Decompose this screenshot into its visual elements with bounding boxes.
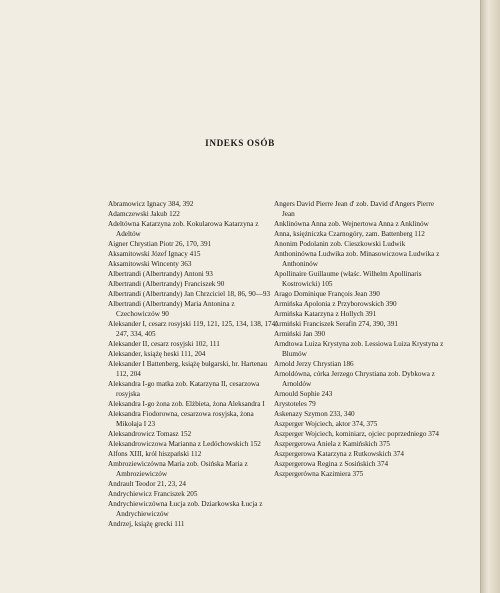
index-entry: Aigner Chrystian Piotr 26, 170, 391 xyxy=(108,240,212,248)
index-entry: Aszpergerowa Katarzyna z Rutkowskich 374 xyxy=(274,450,404,458)
index-entry: Arystoteles 79 xyxy=(274,400,316,408)
index-entry: Abramowicz Ignacy 384, 392 xyxy=(108,200,194,208)
index-entry: Aszperger Wojciech, aktor 374, 375 xyxy=(274,420,378,428)
index-entry: Aszpergerówna Kazimiera 375 xyxy=(274,470,364,478)
index-entry: Andrychiewiczówna Łucja zob. Dziarkowska Łucja z Andrychiewiczów xyxy=(108,500,263,518)
index-entry: Aleksandra I-go matka zob. Katarzyna II, cesarzowa rosyjska xyxy=(108,380,260,398)
index-entry: Armiński Franciszek Serafin 274, 390, 391 xyxy=(274,320,398,328)
index-entry: Arago Dominique François Jean 390 xyxy=(274,290,380,298)
index-entry: Anna, księżniczka Czarnogóry, zam. Battenberg 112 xyxy=(274,230,425,238)
index-entry: Aleksandrowiczowa Marianna z Ledóchowskich 152 xyxy=(108,440,261,448)
index-entry: Ambroziewiczówna Maria zob. Osińska Maria z Ambroziewiczów xyxy=(108,460,248,478)
index-entry: Aleksander, książę heski 111, 204 xyxy=(108,350,206,358)
index-entry: Anthoninówna Ludwika zob. Minasowiczowa Ludwika z Anthoninów xyxy=(274,250,440,268)
index-entry: Arnold Jerzy Chrystian 186 xyxy=(274,360,354,368)
index-entry: Aszpergerowa Regina z Sosińskich 374 xyxy=(274,460,389,468)
index-entry: Apollinaire Guillaume (właśc. Wilhelm Apollinaris Kostrowicki) 105 xyxy=(274,270,422,288)
index-entry: Andrault Teodor 21, 23, 24 xyxy=(108,480,187,488)
page-title: INDEKS OSÓB xyxy=(205,138,275,148)
index-entry: Armińska Katarzyna z Hollych 391 xyxy=(274,310,377,318)
index-entry: Anklinówna Anna zob. Wejnertowa Anna z Anklinów xyxy=(274,220,429,228)
index-entry: Aleksandrowicz Tomasz 152 xyxy=(108,430,192,438)
index-entry: Albertrandi (Albertrandy) Jan Chrzciciel 18, 86, 90—93 xyxy=(108,290,271,298)
index-entry: Anonim Podolanin zob. Cieszkowski Ludwik xyxy=(274,240,406,248)
index-entry: Albertrandi (Albertrandy) Franciszek 90 xyxy=(108,280,225,288)
index-entry: Arnoldówna, córka Jerzego Chrystiana zob. Dybkowa z Arnoldów xyxy=(274,370,435,388)
index-entry: Armińska Apolonia z Przyborowskich 390 xyxy=(274,300,397,308)
index-entry: Andrychiewicz Franciszek 205 xyxy=(108,490,198,498)
index-entry: Aszpergerowa Aniela z Kamińskich 375 xyxy=(274,440,391,448)
index-entry: Aleksandra I-go żona zob. Elżbieta, żona Aleksandra I xyxy=(108,400,265,408)
page-edge xyxy=(481,0,500,593)
index-entry: Aleksandra Fiodorowna, cesarzowa rosyjska, żona Mikołaja I 23 xyxy=(108,410,254,428)
index-entry: Aleksander I, cesarz rosyjski 119, 121, 125, 134, 138, 174, 247, 334, 405 xyxy=(108,320,278,338)
index-column-left xyxy=(108,199,280,529)
index-entry: Andrzej, książę grecki 111 xyxy=(108,520,185,528)
index-entry: Alfons XIII, król hiszpański 112 xyxy=(108,450,202,458)
index-entry: Aleksander I Battenberg, książę bułgarski, hr. Hartenau 112, 204 xyxy=(108,360,268,378)
index-entry: Aleksander II, cesarz rosyjski 102, 111 xyxy=(108,340,220,348)
index-entry: Armiński Jan 390 xyxy=(274,330,326,338)
index-entry: Aksamitowski Józef Ignacy 415 xyxy=(108,250,201,258)
index-entry: Arndtowa Luiza Krystyna zob. Lessiowa Luiza Krystyna z Blumów xyxy=(274,340,444,358)
index-entry: Adamczewski Jakub 122 xyxy=(108,210,180,218)
index-entry: Aszperger Wojciech, kominiarz, ojciec poprzedniego 374 xyxy=(274,430,440,438)
index-entry: Arnould Sophie 243 xyxy=(274,390,333,398)
index-entry: Angers David Pierre Jean d' zob. David d'Angers Pierre Jean xyxy=(274,200,435,218)
index-entry: Aksamitowski Wincenty 363 xyxy=(108,260,192,268)
index-entry: Askenazy Szymon 233, 340 xyxy=(274,410,355,418)
index-entry: Albertrandi (Albertrandy) Maria Antonina z Czechowiczów 90 xyxy=(108,300,235,318)
index-column-right xyxy=(274,199,448,479)
index-entry: Adeltówna Katarzyna zob. Kokularowa Katarzyna z Adeltów xyxy=(108,220,259,238)
index-entry: Albertrandi (Albertrandy) Antoni 93 xyxy=(108,270,213,278)
